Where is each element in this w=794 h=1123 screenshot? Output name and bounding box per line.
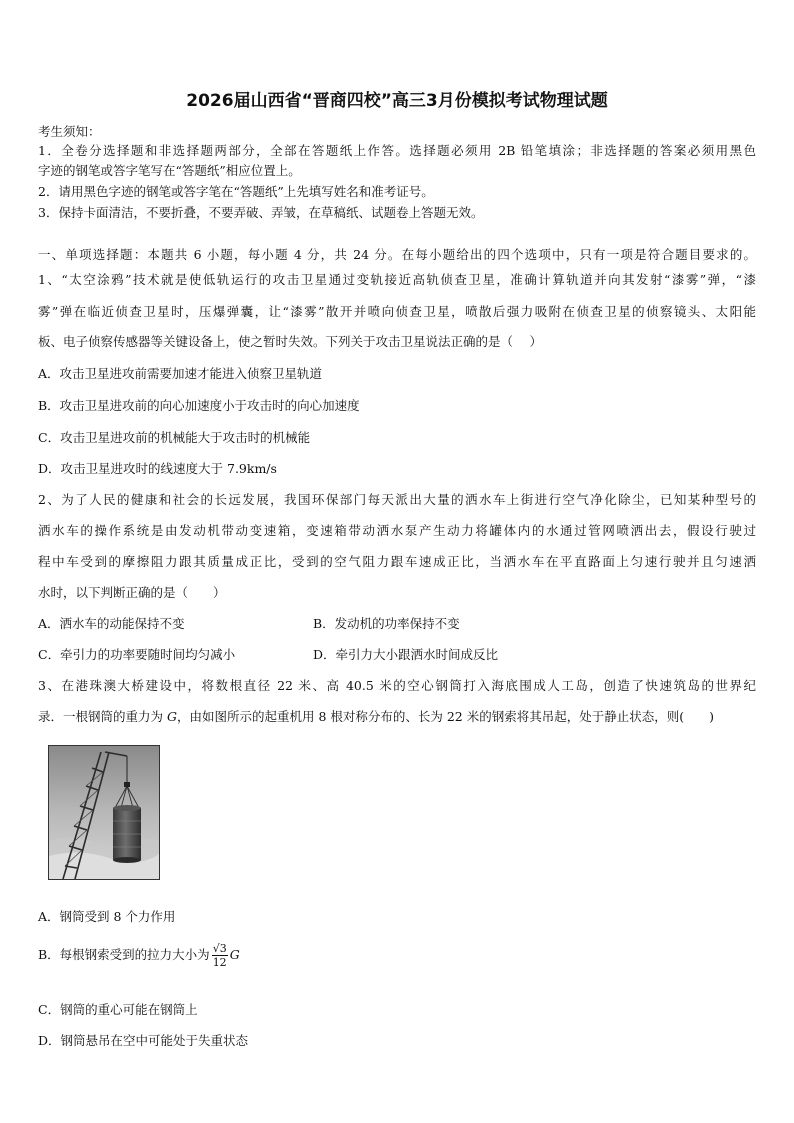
q1-line-3: 板、电子侦察传感器等关键设备上，使之暂时失效。下列关于攻击卫星说法正确的是（ ） [38, 334, 542, 349]
notice-heading: 考生须知： [38, 124, 101, 139]
q3-line-2-end: ，由如图所示的起重机用 8 根对称分布的、长为 22 米的钢索将其吊起，处于静止状态，则( ) [176, 709, 714, 724]
q1-line-2: 雾”弹在临近侦查卫星时，压爆弹囊，让“漆雾”散开并喷向侦查卫星，喷散后强力吸附在侦查卫星的侦察镜头、太阳能 [38, 304, 756, 319]
crane-lifting-steel-cylinder-image [49, 746, 159, 879]
notice-line-2: 2．请用黑色字迹的钢笔或答字笔在“答题纸”上先填写姓名和准考证号。 [38, 184, 434, 199]
q2-option-c: C．牵引力的功率要随时间均匀减小 [38, 647, 236, 662]
section-heading: 一、单项选择题：本题共 6 小题，每小题 4 分，共 24 分。在每小题给出的四个选项中，只有一项是符合题目要求的。 [38, 247, 756, 262]
q1-option-b: B．攻击卫星进攻前的向心加速度小于攻击时的向心加速度 [38, 398, 360, 413]
crane-photo [48, 745, 160, 880]
q2-option-b: B．发动机的功率保持不变 [313, 616, 460, 631]
q3-line-2 [38, 707, 714, 725]
q1-option-c: C．攻击卫星进攻前的机械能大于攻击时的机械能 [38, 430, 311, 445]
q3-option-a: A．钢筒受到 8 个力作用 [38, 909, 176, 924]
notice-line-3: 3．保持卡面清洁，不要折叠，不要弄破、弄皱，在草稿纸、试题卷上答题无效。 [38, 205, 484, 220]
notice-line-1a: 1．全卷分选择题和非选择题两部分，全部在答题纸上作答。选择题必须用 2B 铅笔填涂；非选择题的答案必须用黑色 [38, 143, 756, 158]
q3-option-b-gravity-symbol: G [229, 947, 240, 962]
fraction-sqrt3-over-12 [212, 942, 228, 969]
q3-option-b-text: B．每根钢索受到的拉力大小为 [38, 947, 210, 962]
q3-option-c: C．钢筒的重心可能在钢筒上 [38, 1002, 198, 1017]
q1-line-1: 1、“太空涂鸦”技术就是使低轨运行的攻击卫星通过变轨接近高轨侦查卫星，准确计算轨道并向其发射“漆雾”弹，“漆 [38, 272, 756, 287]
q3-line-1: 3、在港珠澳大桥建设中，将数根直径 22 米、高 40.5 米的空心钢筒打入海底围成人工岛，创造了快速筑岛的世界纪 [38, 678, 756, 693]
fraction-denominator: 12 [212, 956, 227, 969]
fraction-numerator: √3 [212, 942, 227, 955]
q3-option-d: D．钢筒悬吊在空中可能处于失重状态 [38, 1033, 249, 1048]
q2-line-4: 水时，以下判断正确的是（ ） [38, 585, 226, 600]
q1-option-a: A．攻击卫星进攻前需要加速才能进入侦察卫星轨道 [38, 366, 323, 381]
q3-line-2-start: 录．一根钢筒的重力为 [38, 709, 167, 724]
q2-line-3: 程中车受到的摩擦阻力跟其质量成正比，受到的空气阻力跟车速成正比，当洒水车在平直路面上匀速行驶并且匀速洒 [38, 554, 756, 569]
notice-line-1b: 字迹的钢笔或答字笔写在“答题纸”相应位置上。 [38, 163, 301, 178]
page-title: 2026届山西省“晋商四校”高三3月份模拟考试物理试题 [186, 91, 608, 111]
q2-line-2: 洒水车的操作系统是由发动机带动变速箱，变速箱带动洒水泵产生动力将罐体内的水通过管网喷洒出去，假设行驶过 [38, 523, 756, 538]
q3-gravity-symbol: G [166, 709, 177, 724]
q1-option-d: D．攻击卫星进攻时的线速度大于 7.9km/s [38, 461, 277, 476]
q3-option-b [38, 942, 240, 969]
q2-option-d: D．牵引力大小跟洒水时间成反比 [313, 647, 499, 662]
q2-line-1: 2、为了人民的健康和社会的长远发展，我国环保部门每天派出大量的洒水车上街进行空气净化除尘，已知某种型号的 [38, 492, 756, 507]
q2-option-a: A．洒水车的动能保持不变 [38, 616, 185, 631]
